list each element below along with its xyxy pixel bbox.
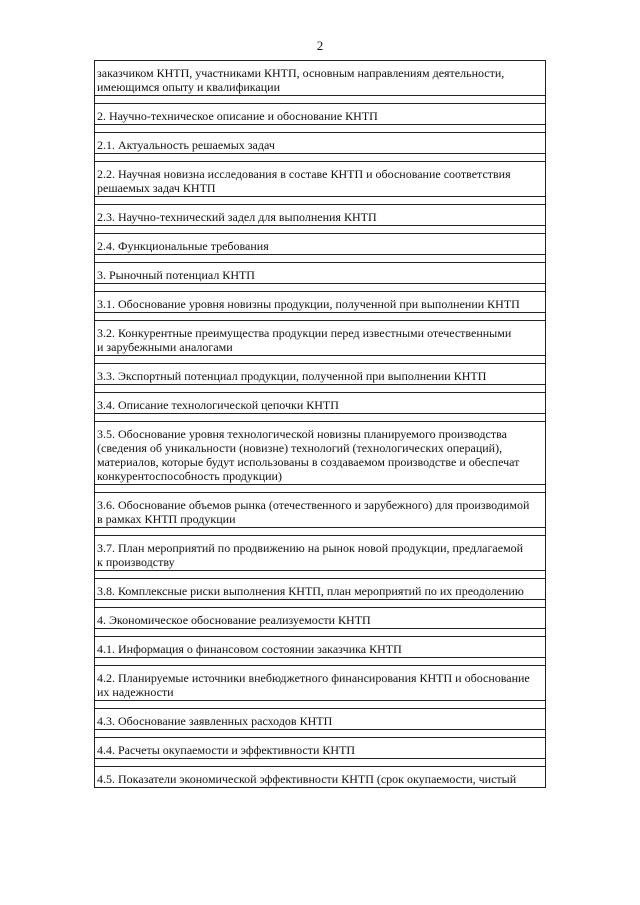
table-row [94, 665, 546, 700]
blank-answer-row [94, 527, 546, 535]
section-heading: 4. Экономическое обоснование реализуемости КНТП [97, 613, 371, 627]
section-heading: 3.7. План мероприятий по продвижению на рынок новой продукции, предлагаемой к производству [97, 541, 524, 569]
section-heading: 2.3. Научно-технический задел для выполнения КНТП [97, 210, 377, 224]
section-heading: 2.4. Функциональные требования [97, 239, 269, 253]
blank-answer-row [94, 413, 546, 421]
table-row [94, 320, 546, 355]
section-heading: 4.5. Показатели экономической эффективности КНТП (срок окупаемости, чистый [97, 772, 517, 786]
table-row [94, 204, 546, 225]
blank-answer-row [94, 628, 546, 636]
blank-answer-row [94, 758, 546, 766]
table-row [94, 607, 546, 628]
section-heading: заказчиком КНТП, участниками КНТП, основным направлениям деятельности, имеющимся опыту и квалификации [97, 66, 505, 94]
table-row [94, 233, 546, 254]
blank-answer-row [94, 570, 546, 578]
section-heading: 4.3. Обоснование заявленных расходов КНТП [97, 714, 333, 728]
table-row [94, 708, 546, 729]
table-row [94, 421, 546, 484]
section-heading: 3.6. Обоснование объемов рынка (отечественного и зарубежного) для производимой в рамках КНТП продукции [97, 498, 530, 526]
section-heading: 2.2. Научная новизна исследования в составе КНТП и обоснование соответствия решаемых задач КНТП [97, 167, 511, 195]
blank-answer-row [94, 729, 546, 737]
section-heading: 3.5. Обоснование уровня технологической новизны планируемого производства (сведения об уникальности (новизне) технологий (технологических операций), материалов, которые будут использованы в создаваемом производстве и обеспечат конкурентоспособность продукции) [97, 427, 520, 483]
blank-answer-row [94, 657, 546, 665]
blank-answer-row [94, 124, 546, 132]
table-row [94, 60, 546, 95]
blank-answer-row [94, 225, 546, 233]
table-row [94, 578, 546, 599]
blank-answer-row [94, 312, 546, 320]
section-heading: 3.3. Экспортный потенциал продукции, полученной при выполнении КНТП [97, 369, 487, 383]
section-heading: 2.1. Актуальность решаемых задач [97, 138, 275, 152]
blank-answer-row [94, 384, 546, 392]
table-row [94, 103, 546, 124]
page-number: 2 [316, 38, 324, 53]
section-heading: 4.2. Планируемые источники внебюджетного финансирования КНТП и обоснование их надежности [97, 671, 530, 699]
table-row [94, 766, 546, 788]
table-row [94, 492, 546, 527]
requirements-table [94, 60, 546, 788]
section-heading: 2. Научно-техническое описание и обоснование КНТП [97, 109, 378, 123]
blank-answer-row [94, 484, 546, 492]
section-heading: 4.4. Расчеты окупаемости и эффективности КНТП [97, 743, 356, 757]
table-row [94, 535, 546, 570]
table-row [94, 392, 546, 413]
table-row [94, 363, 546, 384]
table-row [94, 737, 546, 758]
blank-answer-row [94, 196, 546, 204]
blank-answer-row [94, 355, 546, 363]
section-heading: 3.4. Описание технологической цепочки КНТП [97, 398, 339, 412]
table-row [94, 636, 546, 657]
blank-answer-row [94, 599, 546, 607]
section-heading: 4.1. Информация о финансовом состоянии заказчика КНТП [97, 642, 402, 656]
blank-answer-row [94, 153, 546, 161]
table-row [94, 291, 546, 312]
table-row [94, 161, 546, 196]
section-heading: 3. Рыночный потенциал КНТП [97, 268, 255, 282]
blank-answer-row [94, 700, 546, 708]
blank-answer-row [94, 283, 546, 291]
blank-answer-row [94, 95, 546, 103]
section-heading: 3.1. Обоснование уровня новизны продукции, полученной при выполнении КНТП [97, 297, 520, 311]
blank-answer-row [94, 254, 546, 262]
section-heading: 3.8. Комплексные риски выполнения КНТП, план мероприятий по их преодолению [97, 584, 524, 598]
table-row [94, 132, 546, 153]
table-row [94, 262, 546, 283]
section-heading: 3.2. Конкурентные преимущества продукции перед известными отечественными и зарубежными аналогами [97, 326, 512, 354]
